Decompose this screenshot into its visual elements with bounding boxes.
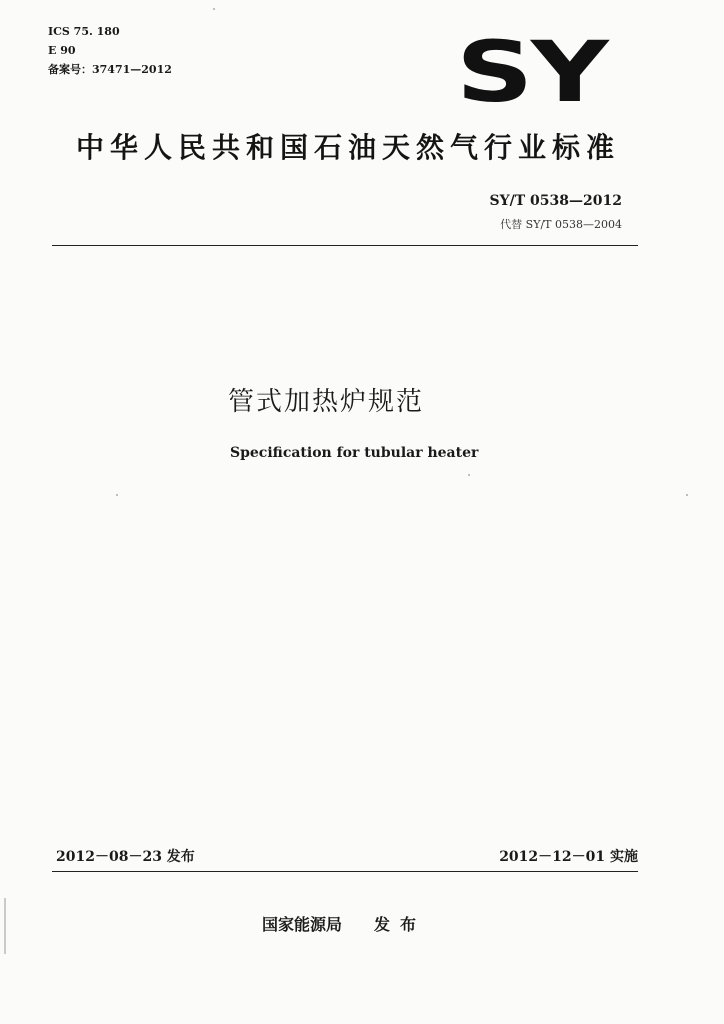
classification-block (48, 22, 172, 79)
implementation-date: 2012－12－01 实施 (499, 849, 638, 865)
standard-number: SY/T 0538—2012 (489, 193, 622, 209)
sy-logo: SY (456, 23, 607, 121)
document-title-chinese: 管式加热炉规范 (228, 387, 425, 417)
scan-speck (686, 494, 688, 496)
filing-number: 备案号：37471—2012 (48, 63, 172, 76)
issuer-name: 国家能源局 (262, 915, 343, 934)
footer-divider (52, 871, 638, 872)
issuer-verb: 发布 (374, 915, 427, 934)
issuing-authority (262, 912, 426, 935)
ccs-code: E 90 (48, 44, 76, 57)
header-divider (52, 245, 638, 246)
document-title-english: Specification for tubular heater (230, 445, 479, 461)
scan-speck (213, 8, 215, 10)
issue-date: 2012－08－23 发布 (56, 849, 195, 865)
scan-edge-mark (4, 898, 6, 954)
scan-speck (116, 494, 118, 496)
industry-standard-title: 中华人民共和国石油天然气行业标准 (76, 131, 621, 164)
replaces-standard: 代替 SY/T 0538—2004 (500, 218, 622, 231)
ics-code: ICS 75. 180 (48, 25, 120, 38)
scan-speck (468, 474, 470, 476)
